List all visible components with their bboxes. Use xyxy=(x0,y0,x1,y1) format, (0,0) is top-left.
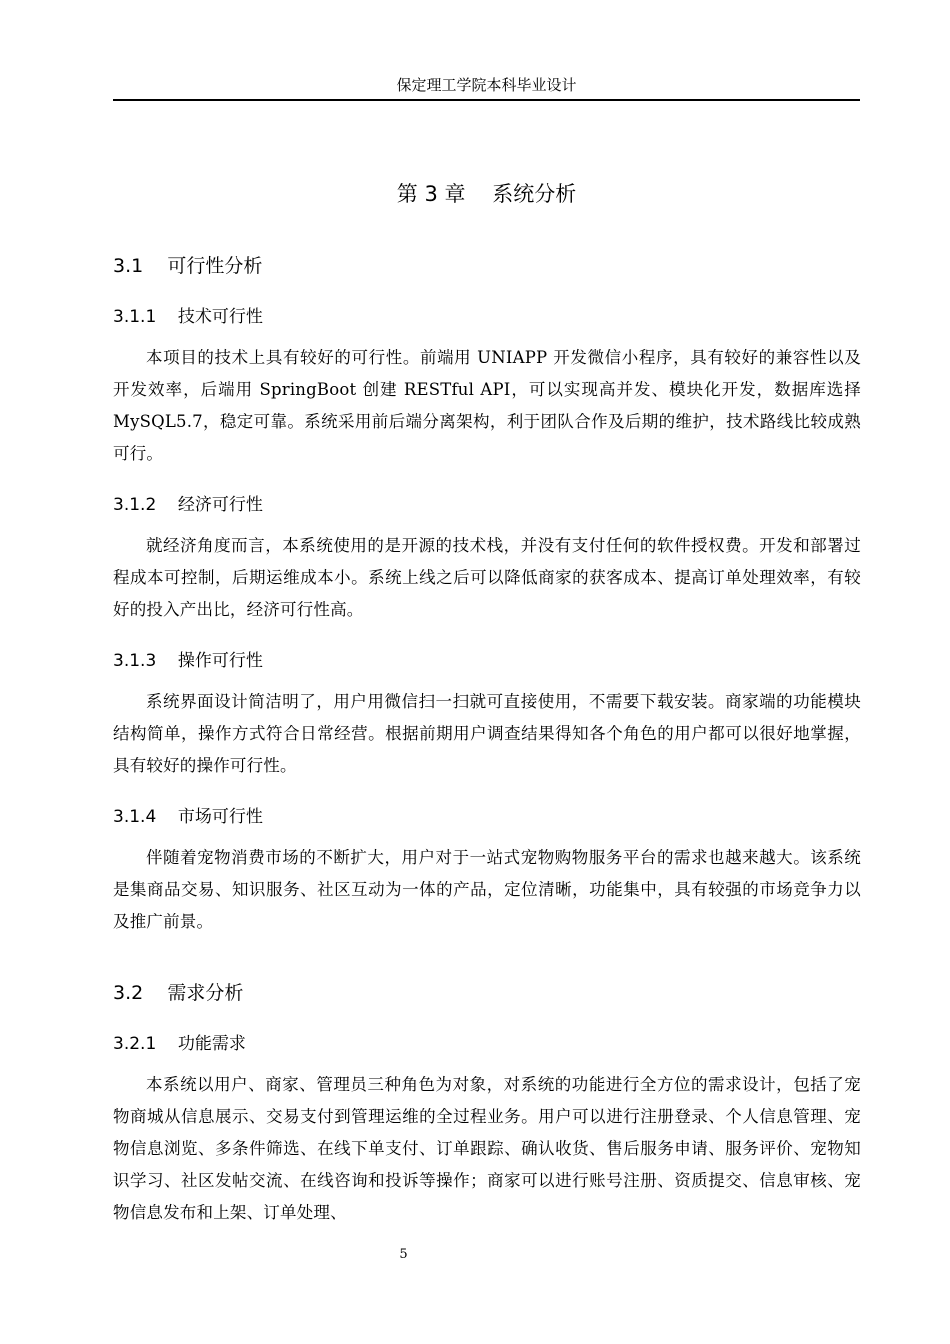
running-header: 保定理工学院本科毕业设计 xyxy=(396,76,577,94)
page-number: 5 xyxy=(399,1247,408,1262)
paragraph-market-feasibility: 伴随着宠物消费市场的不断扩大，用户对于一站式宠物购物服务平台的需求也越来越大。该系统是集商品交易、知识服务、社区互动为一体的产品，定位清晰，功能集中，具有较强的市场竞争力以及推广前景。 xyxy=(113,848,861,931)
paragraph-functional-requirements: 本系统以用户、商家、管理员三种角色为对象，对系统的功能进行全方位的需求设计，包括了宠物商城从信息展示、交易支付到管理运维的全过程业务。用户可以进行注册登录、个人信息管理、宠物信息浏览、多条件筛选、在线下单支付、订单跟踪、确认收货、售后服务申请、服务评价、宠物知识学习、社区发帖交流、在线咨询和投诉等操作；商家可以进行账号注册、资质提交、信息审核、宠物信息发布和上架、订单处理、 xyxy=(113,1075,861,1222)
subsection-heading-3-1-4: 3.1.4 市场可行性 xyxy=(113,807,263,827)
section-heading-3-1: 3.1 可行性分析 xyxy=(113,255,263,277)
paragraph-technical-feasibility: 本项目的技术上具有较好的可行性。前端用 UNIAPP 开发微信小程序，具有较好的兼容性以及开发效率，后端用 SpringBoot 创建 RESTful API，可以实现高并发、模块化开发，数据库选择 MySQL5.7，稳定可靠。系统采用前后端分离架构，利于团队合作及后期的维护，技术路线比较成熟可行。 xyxy=(113,348,861,463)
chapter-title: 第 3 章 系统分析 xyxy=(396,182,577,206)
subsection-heading-3-2-1: 3.2.1 功能需求 xyxy=(113,1034,246,1054)
header-rule xyxy=(113,99,860,101)
paragraph-operational-feasibility: 系统界面设计简洁明了，用户用微信扫一扫就可直接使用，不需要下载安装。商家端的功能模块结构简单，操作方式符合日常经营。根据前期用户调查结果得知各个角色的用户都可以很好地掌握，具有较好的操作可行性。 xyxy=(113,692,861,775)
subsection-heading-3-1-2: 3.1.2 经济可行性 xyxy=(113,495,263,515)
section-heading-3-2: 3.2 需求分析 xyxy=(113,982,244,1004)
subsection-heading-3-1-1: 3.1.1 技术可行性 xyxy=(113,307,263,327)
paragraph-economic-feasibility: 就经济角度而言，本系统使用的是开源的技术栈，并没有支付任何的软件授权费。开发和部署过程成本可控制，后期运维成本小。系统上线之后可以降低商家的获客成本、提高订单处理效率，有较好的投入产出比，经济可行性高。 xyxy=(113,536,861,619)
subsection-heading-3-1-3: 3.1.3 操作可行性 xyxy=(113,651,263,671)
